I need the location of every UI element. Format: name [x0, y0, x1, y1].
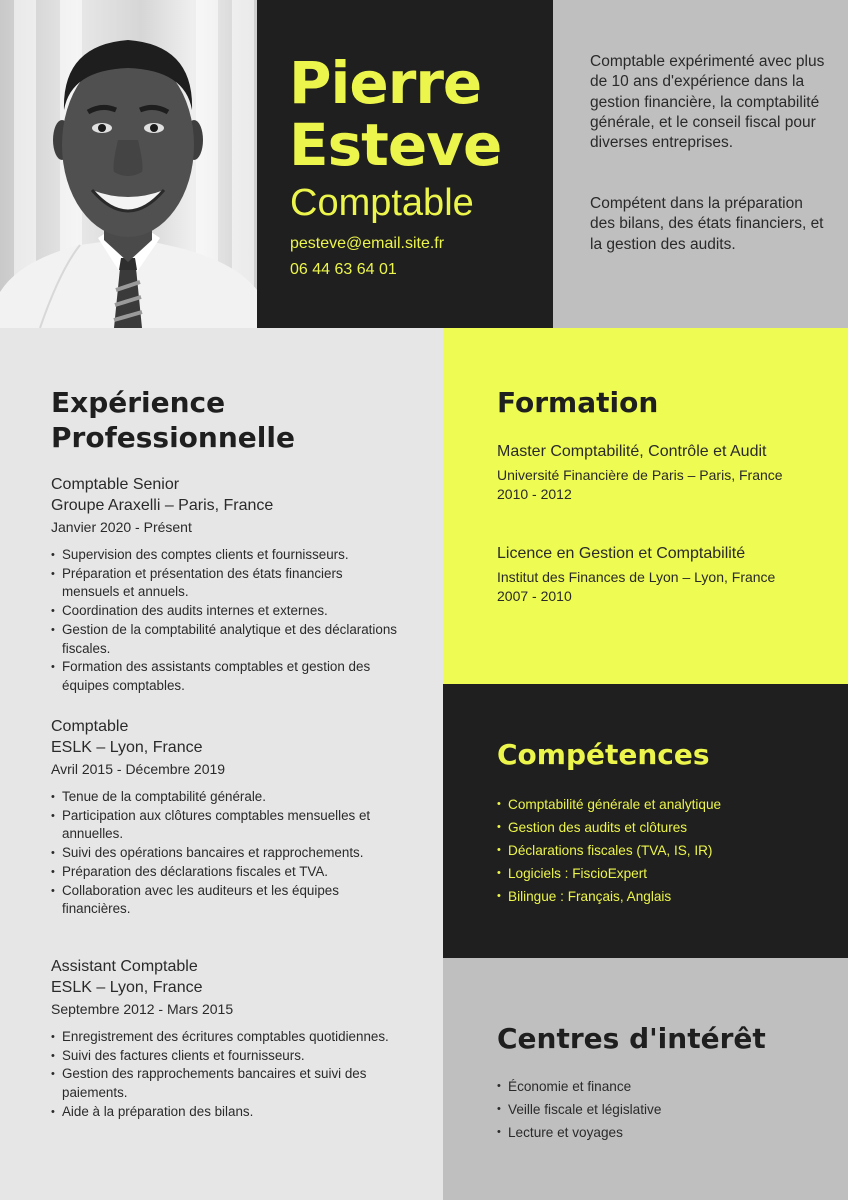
formation-panel [443, 328, 848, 684]
job-company: ESLK – Lyon, France [51, 739, 203, 756]
summary-paragraph-1: Comptable expérimenté avec plus de 10 ans d'expérience dans la gestion financière, la comptabilité générale, et le conseil fiscal pour diverses entreprises. [590, 53, 825, 152]
task-item: • Gestion de la comptabilité analytique et des déclarations fiscales. [51, 621, 401, 658]
task-item: • Formation des assistants comptables et gestion des équipes comptables. [51, 658, 401, 695]
skill-item: • Logiciels : FiscioExpert [497, 862, 721, 885]
skill-item: • Bilingue : Français, Anglais [497, 885, 721, 908]
degree-school: Institut des Finances de Lyon – Lyon, France [497, 569, 776, 585]
job-tasks [51, 1028, 401, 1122]
degree-name: Licence en Gestion et Comptabilité [497, 545, 746, 562]
skill-item: • Comptabilité générale et analytique [497, 793, 721, 816]
skills-list [497, 793, 721, 908]
task-item: • Supervision des comptes clients et fournisseurs. [51, 546, 401, 565]
job-company: ESLK – Lyon, France [51, 979, 203, 996]
job-dates: Avril 2015 - Décembre 2019 [51, 761, 226, 777]
task-item: • Participation aux clôtures comptables mensuelles et annuelles. [51, 807, 401, 844]
job-dates: Septembre 2012 - Mars 2015 [51, 1001, 234, 1017]
skill-item: • Gestion des audits et clôtures [497, 816, 721, 839]
degree-name: Master Comptabilité, Contrôle et Audit [497, 443, 767, 460]
person-illustration [0, 0, 257, 328]
task-item: • Préparation et présentation des états financiers mensuels et annuels. [51, 565, 401, 602]
phone-number[interactable]: 06 44 63 64 01 [290, 261, 397, 278]
degree-entry [497, 441, 797, 504]
person-name [289, 49, 502, 179]
job-role: Comptable [51, 718, 129, 735]
interests-heading: Centres d'intérêt [497, 1022, 766, 1055]
degree-years: 2010 - 2012 [497, 486, 572, 502]
first-name: Pierre [289, 49, 482, 117]
task-item: • Suivi des factures clients et fournisseurs. [51, 1047, 401, 1066]
task-item: • Aide à la préparation des bilans. [51, 1103, 401, 1122]
interests-list [497, 1075, 661, 1144]
job-role: Assistant Comptable [51, 958, 198, 975]
job-entry [51, 956, 401, 1122]
degree-years: 2007 - 2010 [497, 588, 572, 604]
profile-photo [0, 0, 257, 328]
task-item: • Collaboration avec les auditeurs et les équipes financières. [51, 882, 401, 919]
job-entry [51, 474, 401, 696]
interest-item: • Veille fiscale et législative [497, 1098, 661, 1121]
skill-item: • Déclarations fiscales (TVA, IS, IR) [497, 839, 721, 862]
task-item: • Gestion des rapprochements bancaires et suivi des paiements. [51, 1065, 401, 1102]
last-name: Esteve [289, 111, 502, 179]
task-item: • Suivi des opérations bancaires et rapprochements. [51, 844, 401, 863]
job-dates: Janvier 2020 - Présent [51, 519, 192, 535]
task-item: • Enregistrement des écritures comptables quotidiennes. [51, 1028, 401, 1047]
interest-item: • Lecture et voyages [497, 1121, 661, 1144]
formation-heading: Formation [497, 386, 659, 419]
job-title: Comptable [290, 182, 474, 224]
task-item: • Coordination des audits internes et externes. [51, 602, 401, 621]
degree-school: Université Financière de Paris – Paris, France [497, 467, 783, 483]
task-item: • Tenue de la comptabilité générale. [51, 788, 401, 807]
interest-item: • Économie et finance [497, 1075, 661, 1098]
email-address[interactable]: pesteve@email.site.fr [290, 235, 445, 252]
job-tasks [51, 788, 401, 919]
skills-heading: Compétences [497, 738, 710, 771]
task-item: • Préparation des déclarations fiscales et TVA. [51, 863, 401, 882]
experience-heading: Expérience Professionnelle [51, 386, 295, 454]
summary-panel [553, 0, 848, 328]
job-role: Comptable Senior [51, 476, 180, 493]
job-tasks [51, 546, 401, 696]
degree-entry [497, 543, 797, 606]
summary-paragraph-2: Compétent dans la préparation des bilans, des états financiers, et la gestion des audits. [590, 195, 824, 253]
job-company: Groupe Araxelli – Paris, France [51, 497, 274, 514]
job-entry [51, 716, 401, 919]
